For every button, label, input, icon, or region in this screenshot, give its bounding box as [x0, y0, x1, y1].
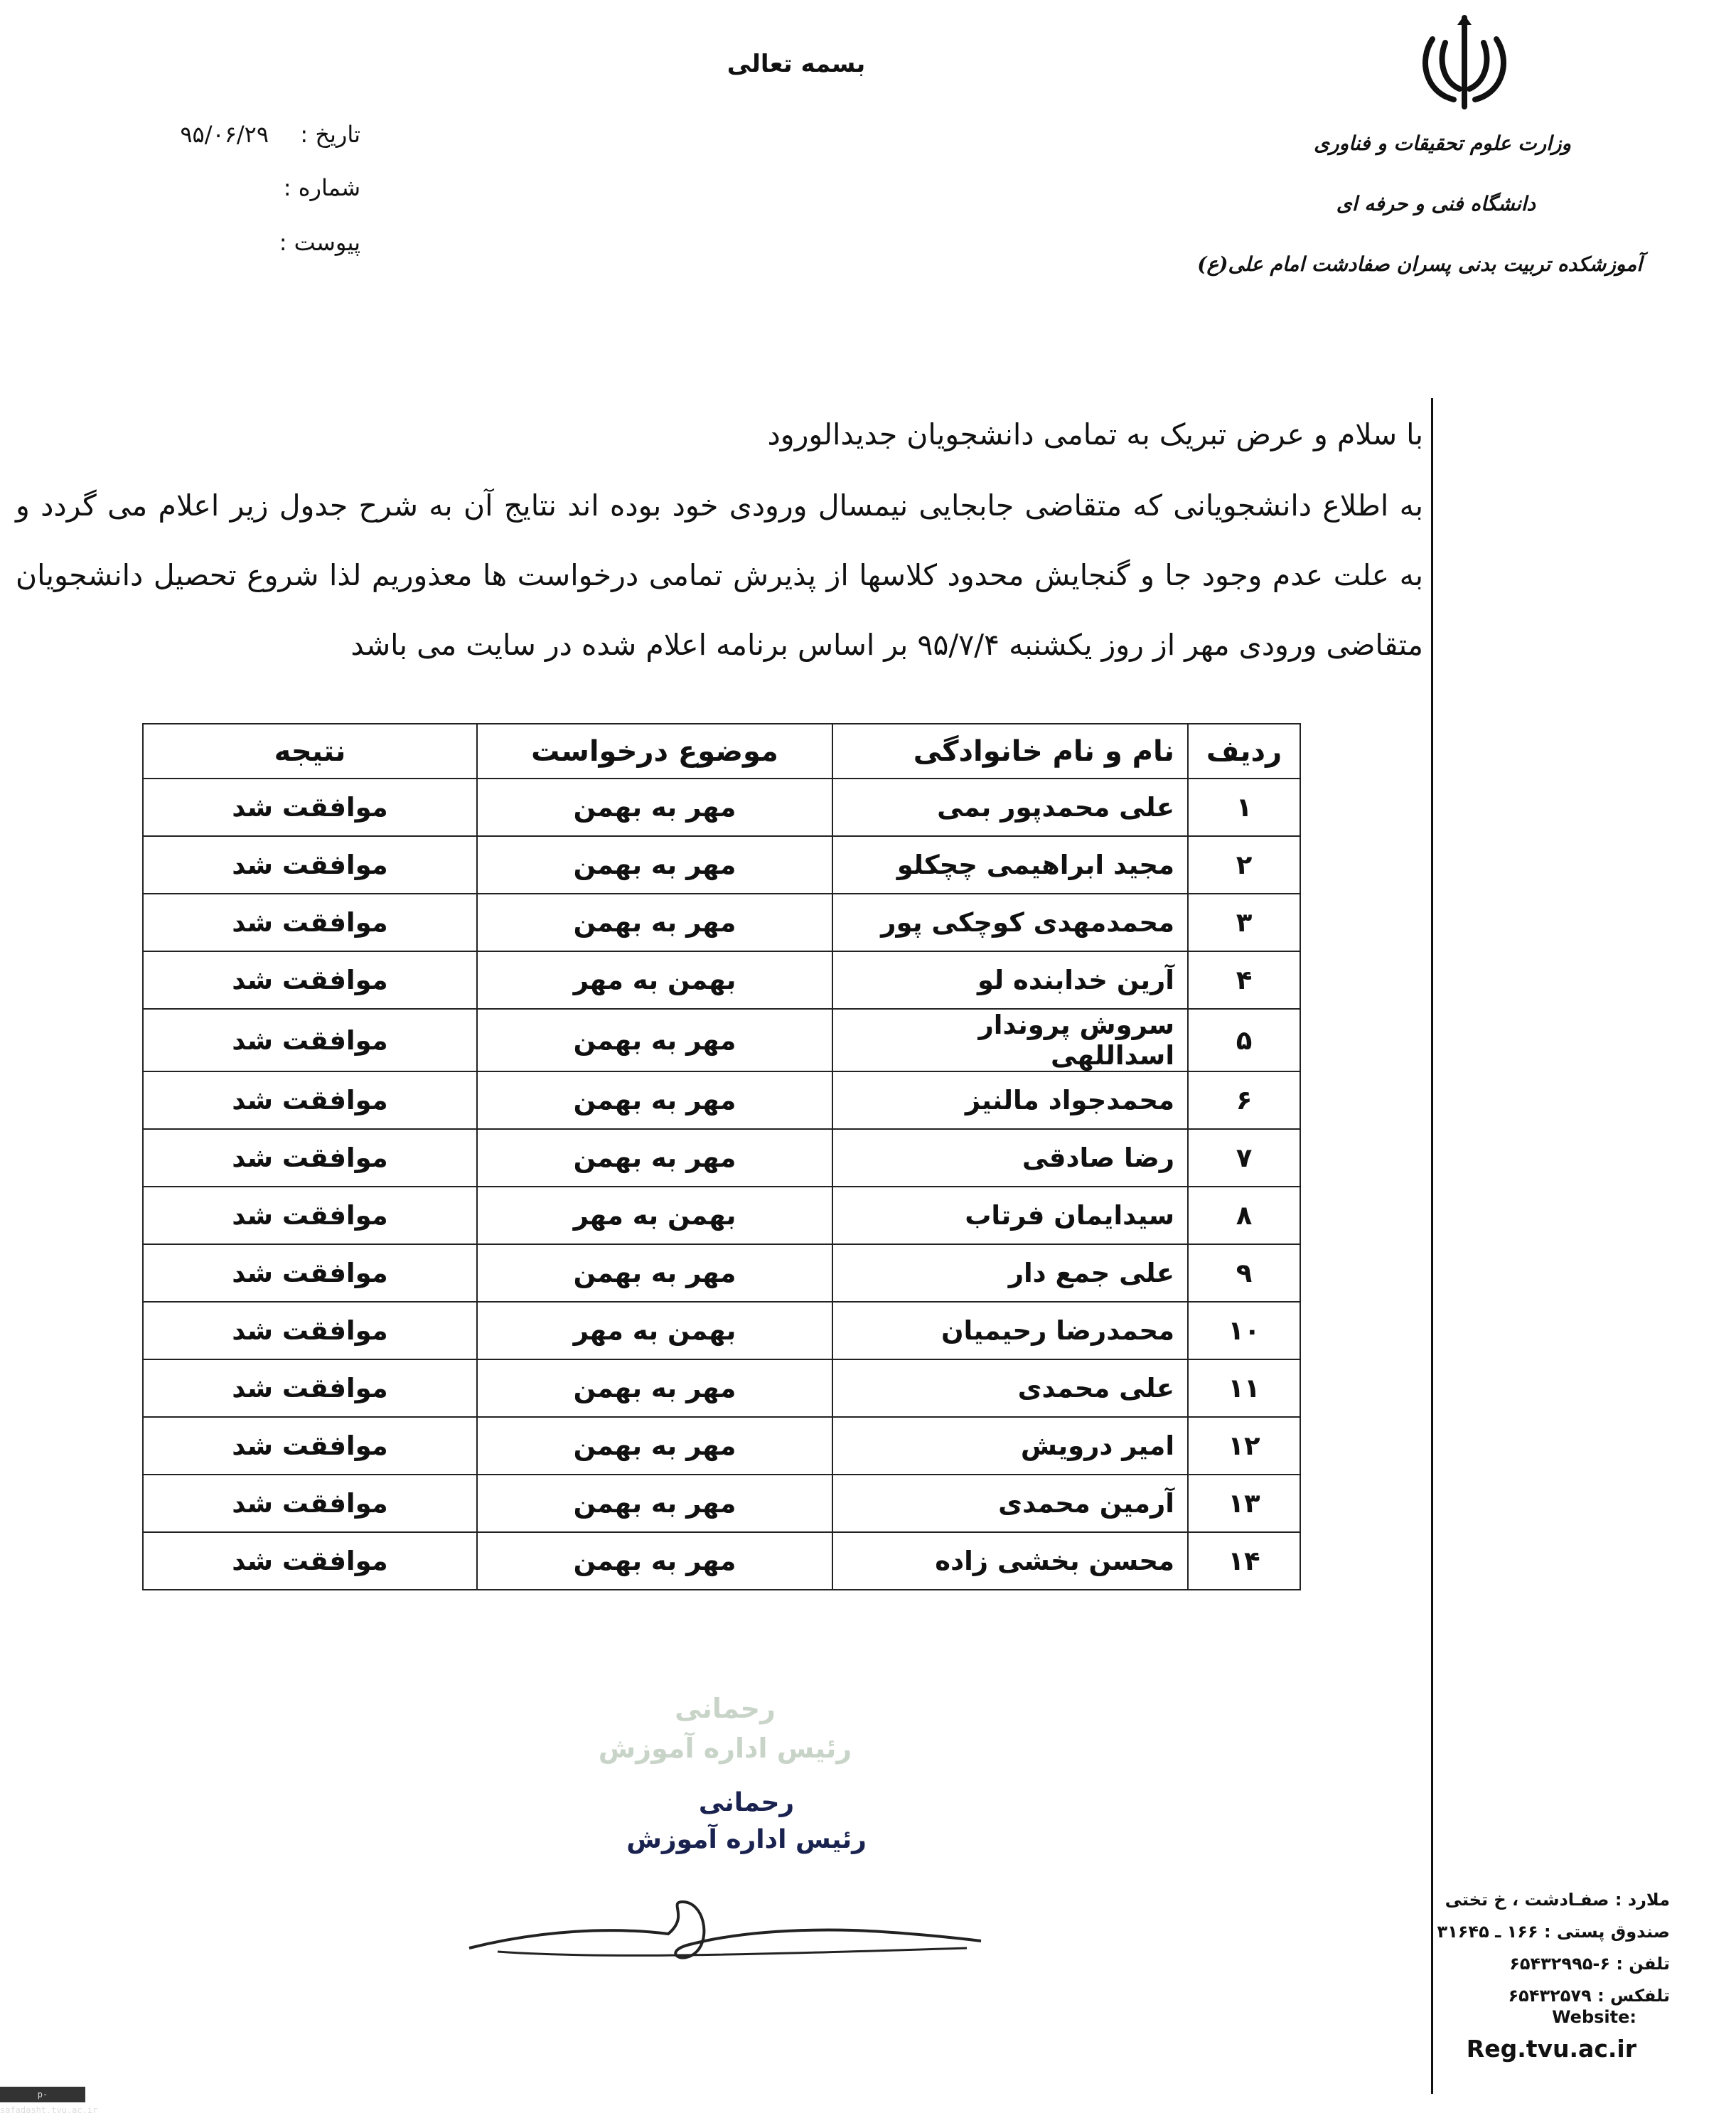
- cell-result: موافقت شد: [143, 1359, 477, 1417]
- attachment-row: [279, 229, 360, 256]
- table-row: [143, 951, 1300, 1009]
- cell-name: محمدرضا رحیمیان: [832, 1302, 1188, 1359]
- cell-topic: مهر به بهمن: [477, 1475, 832, 1532]
- cell-result: موافقت شد: [143, 1532, 477, 1590]
- cell-name: محسن بخشی زاده: [832, 1532, 1188, 1590]
- greeting-paragraph: با سلام و عرض تبریک به تمامی دانشجویان جدیدالورود: [767, 417, 1423, 451]
- signature-block: [583, 1785, 910, 1858]
- signature-title: رئیس اداره آموزش: [626, 1825, 867, 1854]
- cell-topic: مهر به بهمن: [477, 1359, 832, 1417]
- header-topic: موضوع درخواست: [477, 724, 832, 779]
- table-row: [143, 1532, 1300, 1590]
- date-label: تاریخ :: [300, 121, 360, 148]
- table-row: [143, 1071, 1300, 1129]
- cell-result: موافقت شد: [143, 1417, 477, 1475]
- cell-name: محمدمهدی کوچکی پور: [832, 894, 1188, 951]
- college-name: آموزشکده تربیت بدنی پسران صفادشت امام علی(ع): [1197, 252, 1642, 276]
- ministry-name: وزارت علوم تحقیقات و فناوری: [1314, 132, 1571, 155]
- website-label: Website:: [1552, 2007, 1636, 2027]
- cell-topic: بهمن به مهر: [477, 1302, 832, 1359]
- number-row: [284, 174, 360, 201]
- table-row: [143, 1187, 1300, 1244]
- cell-topic: مهر به بهمن: [477, 1071, 832, 1129]
- table-row: [143, 1244, 1300, 1302]
- cell-name: رضا صادقی: [832, 1129, 1188, 1187]
- cell-name: سیدایمان فرتاب: [832, 1187, 1188, 1244]
- table-row: [143, 1009, 1300, 1071]
- cell-topic: مهر به بهمن: [477, 1532, 832, 1590]
- cell-result: موافقت شد: [143, 1244, 477, 1302]
- table-row: [143, 1302, 1300, 1359]
- cell-topic: مهر به بهمن: [477, 1417, 832, 1475]
- cell-index: ۵: [1188, 1009, 1300, 1071]
- cell-result: موافقت شد: [143, 951, 477, 1009]
- cell-index: ۳: [1188, 894, 1300, 951]
- date-value: ۹۵/۰۶/۲۹: [180, 121, 269, 148]
- cell-index: ۲: [1188, 836, 1300, 894]
- cell-index: ۱۲: [1188, 1417, 1300, 1475]
- table-row: [143, 836, 1300, 894]
- university-name: دانشگاه فنی و حرفه ای: [1336, 192, 1536, 215]
- contact-fax: تلفکس : ۶۵۴۳۲۵۷۹: [1508, 1986, 1670, 2006]
- signature-ghost-title: رئیس اداره آموزش: [598, 1733, 852, 1764]
- date-row: [180, 121, 360, 148]
- results-table-container: [142, 723, 1301, 1590]
- cell-result: موافقت شد: [143, 836, 477, 894]
- cell-result: موافقت شد: [143, 1129, 477, 1187]
- cell-topic: مهر به بهمن: [477, 1244, 832, 1302]
- cell-topic: مهر به بهمن: [477, 1129, 832, 1187]
- cell-index: ۴: [1188, 951, 1300, 1009]
- table-row: [143, 1359, 1300, 1417]
- contact-info: [1371, 1884, 1670, 2012]
- cell-name: سروش پروندار اسداللهی: [832, 1009, 1188, 1071]
- cell-topic: مهر به بهمن: [477, 894, 832, 951]
- cell-result: موافقت شد: [143, 894, 477, 951]
- cell-topic: بهمن به مهر: [477, 1187, 832, 1244]
- source-watermark-strip: p-safadasht.tvu.ac.ir: [0, 2087, 85, 2102]
- signature-name: رحمانی: [698, 1788, 795, 1817]
- announcement-paragraph: به اطلاع دانشجویانی که متقاضی جابجایی نیمسال ورودی خود بوده اند نتایج آن به شرح جدول زیر اعلام می گردد و به علت عدم وجود جا و گنجایش محدود کلاسها از پذیرش تمامی درخواست ها معذوریم لذا شروع تحصیل دانشجویان متقاضی ورودی مهر از روز یکشنبه ۹۵/۷/۴ بر اساس برنامه اعلام شده در سایت می باشد: [16, 488, 1423, 662]
- results-table: [142, 723, 1301, 1590]
- vertical-divider: [1431, 398, 1433, 2094]
- cell-result: موافقت شد: [143, 1187, 477, 1244]
- table-row: [143, 779, 1300, 836]
- cell-index: ۷: [1188, 1129, 1300, 1187]
- cell-index: ۹: [1188, 1244, 1300, 1302]
- attachment-label: پیوست :: [279, 229, 360, 256]
- handwritten-signature-icon: [455, 1888, 995, 1973]
- header-name: نام و نام خانوادگی: [832, 724, 1188, 779]
- header-result: نتیجه: [143, 724, 477, 779]
- cell-result: موافقت شد: [143, 779, 477, 836]
- number-label: شماره :: [283, 174, 360, 201]
- cell-index: ۱۴: [1188, 1532, 1300, 1590]
- cell-name: محمدجواد مالنیز: [832, 1071, 1188, 1129]
- cell-index: ۶: [1188, 1071, 1300, 1129]
- cell-name: امیر درویش: [832, 1417, 1188, 1475]
- cell-index: ۱۱: [1188, 1359, 1300, 1417]
- cell-topic: مهر به بهمن: [477, 836, 832, 894]
- cell-result: موافقت شد: [143, 1009, 477, 1071]
- table-row: [143, 1475, 1300, 1532]
- cell-name: علی محمدی: [832, 1359, 1188, 1417]
- table-row: [143, 894, 1300, 951]
- cell-topic: مهر به بهمن: [477, 1009, 832, 1071]
- signature-ghost-name: رحمانی: [675, 1693, 776, 1724]
- website-link[interactable]: Reg.tvu.ac.ir: [1466, 2035, 1636, 2063]
- cell-index: ۱۳: [1188, 1475, 1300, 1532]
- cell-index: ۱: [1188, 779, 1300, 836]
- table-row: [143, 1129, 1300, 1187]
- cell-name: علی جمع دار: [832, 1244, 1188, 1302]
- cell-topic: مهر به بهمن: [477, 779, 832, 836]
- header-index: ردیف: [1188, 724, 1300, 779]
- contact-address: ملارد : صفـادشت ، خ تختی: [1445, 1890, 1670, 1910]
- table-row: [143, 1417, 1300, 1475]
- table-header-row: [143, 724, 1300, 779]
- cell-name: آرمین محمدی: [832, 1475, 1188, 1532]
- cell-name: آرین خدابنده لو: [832, 951, 1188, 1009]
- cell-result: موافقت شد: [143, 1302, 477, 1359]
- bismillah-heading: بسمه تعالی: [727, 50, 866, 78]
- cell-topic: بهمن به مهر: [477, 951, 832, 1009]
- cell-result: موافقت شد: [143, 1071, 477, 1129]
- cell-name: مجید ابراهیمی چچکلو: [832, 836, 1188, 894]
- cell-result: موافقت شد: [143, 1475, 477, 1532]
- iran-emblem-icon: [1411, 11, 1518, 117]
- cell-name: علی محمدپور بمی: [832, 779, 1188, 836]
- contact-phone: تلفن : ۶-۶۵۴۳۲۹۹۵: [1509, 1954, 1670, 1974]
- cell-index: ۱۰: [1188, 1302, 1300, 1359]
- cell-index: ۸: [1188, 1187, 1300, 1244]
- contact-po-box: صندوق پستی : ۱۶۶ ـ ۳۱۶۴۵: [1437, 1922, 1670, 1942]
- signature-ghost-imprint: [512, 1689, 938, 1768]
